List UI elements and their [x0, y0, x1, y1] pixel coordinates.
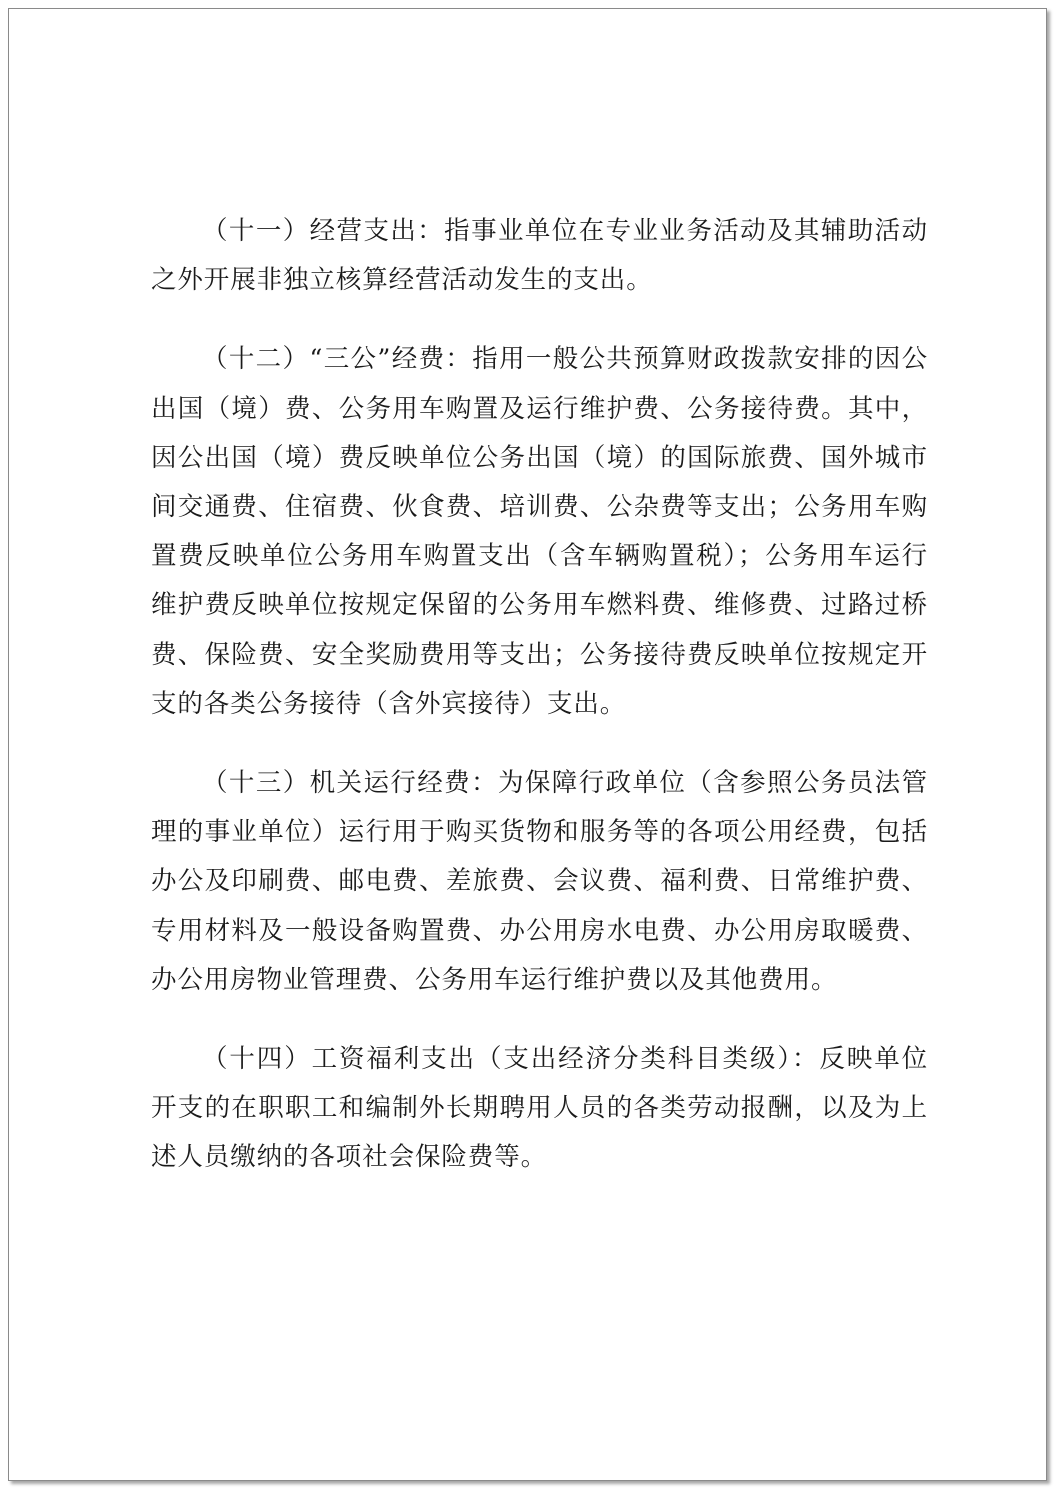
document-page	[8, 8, 1047, 1481]
paragraph-wage-welfare-expenditure: （十四）工资福利支出（支出经济分类科目类级）：反映单位开支的在职职工和编制外长期聘用人员的各类劳动报酬，以及为上述人员缴纳的各项社会保险费等。	[151, 1044, 928, 1173]
paragraph-agency-operating-funds: （十三）机关运行经费：为保障行政单位（含参照公务员法管理的事业单位）运行用于购买货物和服务等的各项公用经费，包括办公及印刷费、邮电费、差旅费、会议费、福利费、日常维护费、专用材料及一般设备购置费、办公用房水电费、办公用房取暖费、办公用房物业管理费、公务用车运行维护费以及其他费用。	[151, 768, 928, 995]
paragraph-three-public-expenses: （十二）“三公”经费：指用一般公共预算财政拨款安排的因公出国（境）费、公务用车购置及运行维护费、公务接待费。其中，因公出国（境）费反映单位公务出国（境）的国际旅费、国外城市间交通费、住宿费、伙食费、培训费、公杂费等支出；公务用车购置费反映单位公务用车购置支出（含车辆购置税）；公务用车运行维护费反映单位按规定保留的公务用车燃料费、维修费、过路过桥费、保险费、安全奖励费用等支出；公务接待费反映单位按规定开支的各类公务接待（含外宾接待）支出。	[151, 344, 928, 719]
paragraph-operating-expenditure: （十一）经营支出：指事业单位在专业业务活动及其辅助活动之外开展非独立核算经营活动发生的支出。	[151, 216, 928, 296]
document-body	[151, 207, 928, 1213]
